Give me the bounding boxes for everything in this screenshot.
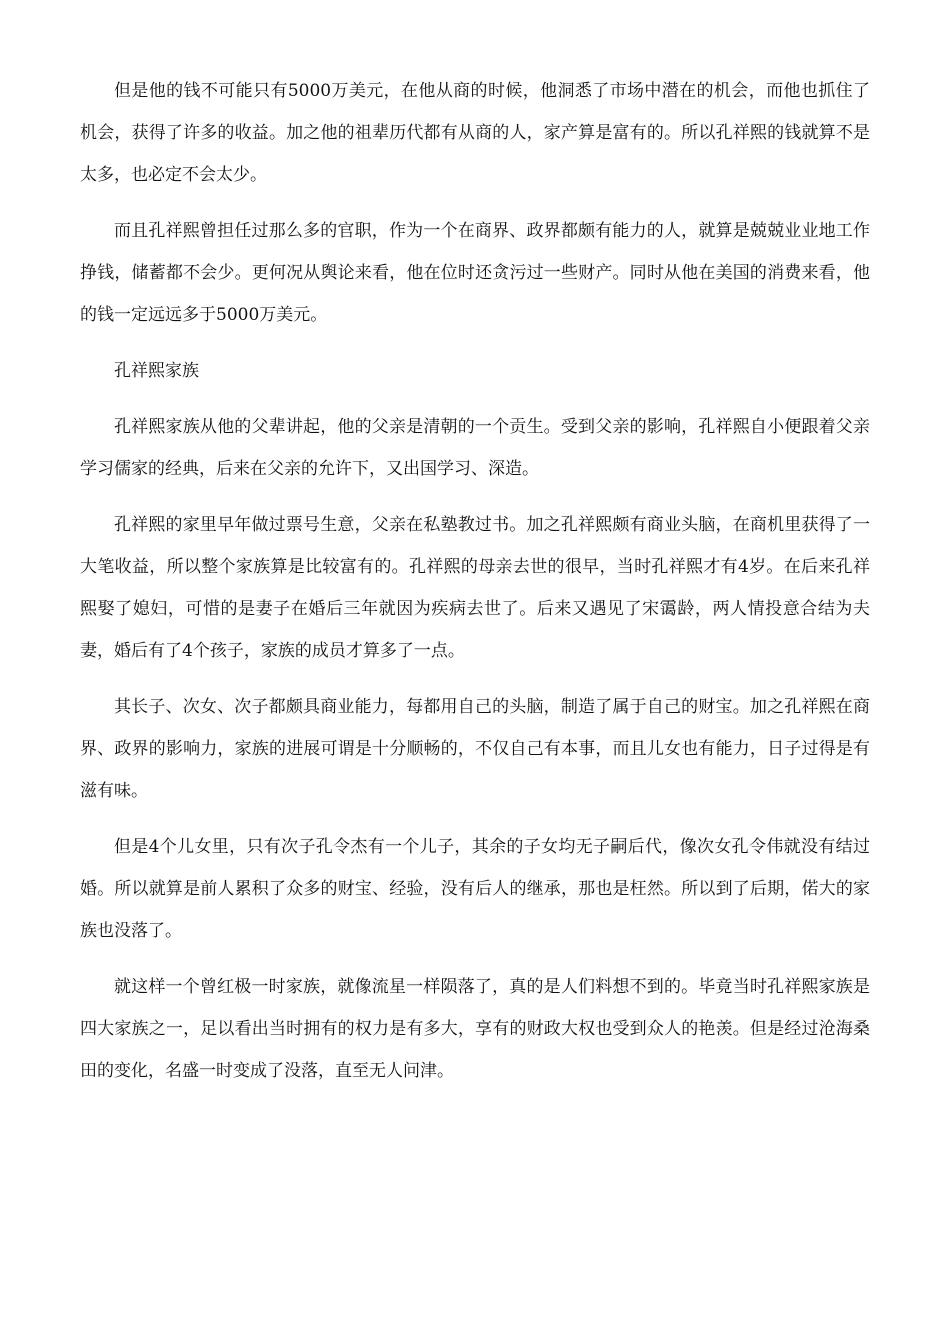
paragraph-wealth-origin: 但是他的钱不可能只有5000万美元，在他从商的时候，他洞悉了市场中潜在的机会，而他也抓住了机会，获得了许多的收益。加之他的祖辈历代都有从商的人，家产算是富有的。所以孔祥熙的钱就算不是太多，也必定不会太少。: [80, 81, 870, 185]
paragraph-decline: 就这样一个曾红极一时家族，就像流星一样陨落了，真的是人们料想不到的。毕竟当时孔祥熙家族是四大家族之一，足以看出当时拥有的权力是有多大，享有的财政大权也受到众人的艳羡。但是经过沧海桑田的变化，名盛一时变成了没落，直至无人问津。: [80, 977, 870, 1081]
paragraph-children-ability: 其长子、次女、次子都颇具商业能力，每都用自己的头脑，制造了属于自己的财宝。加之孔祥熙在商界、政界的影响力，家族的进展可谓是十分顺畅的，不仅自己有本事，而且儿女也有能力，日子过得是有滋有味。: [80, 697, 870, 801]
paragraph-family-history: 孔祥熙的家里早年做过票号生意，父亲在私塾教过书。加之孔祥熙颇有商业头脑，在商机里获得了一大笔收益，所以整个家族算是比较富有的。孔祥熙的母亲去世的很早，当时孔祥熙才有4岁。在后来孔祥熙娶了媳妇，可惜的是妻子在婚后三年就因为疾病去世了。后来又遇见了宋霭龄，两人情投意合结为夫妻，婚后有了4个孩子，家族的成员才算多了一点。: [80, 515, 870, 661]
paragraph-descendants: 但是4个儿女里，只有次子孔令杰有一个儿子，其余的子女均无子嗣后代，像次女孔令伟就没有结过婚。所以就算是前人累积了众多的财宝、经验，没有后人的继承，那也是枉然。所以到了后期，偌大的家族也没落了。: [80, 837, 870, 941]
paragraph-official-career: 而且孔祥熙曾担任过那么多的官职，作为一个在商界、政界都颇有能力的人，就算是兢兢业业地工作挣钱，储蓄都不会少。更何况从舆论来看，他在位时还贪污过一些财产。同时从他在美国的消费来看，他的钱一定远远多于5000万美元。: [80, 221, 870, 325]
section-heading-family: 孔祥熙家族: [114, 361, 199, 381]
paragraph-father: 孔祥熙家族从他的父辈讲起，他的父亲是清朝的一个贡生。受到父亲的影响，孔祥熙自小便跟着父亲学习儒家的经典，后来在父亲的允许下，又出国学习、深造。: [80, 417, 870, 479]
document-body: [80, 70, 870, 1106]
